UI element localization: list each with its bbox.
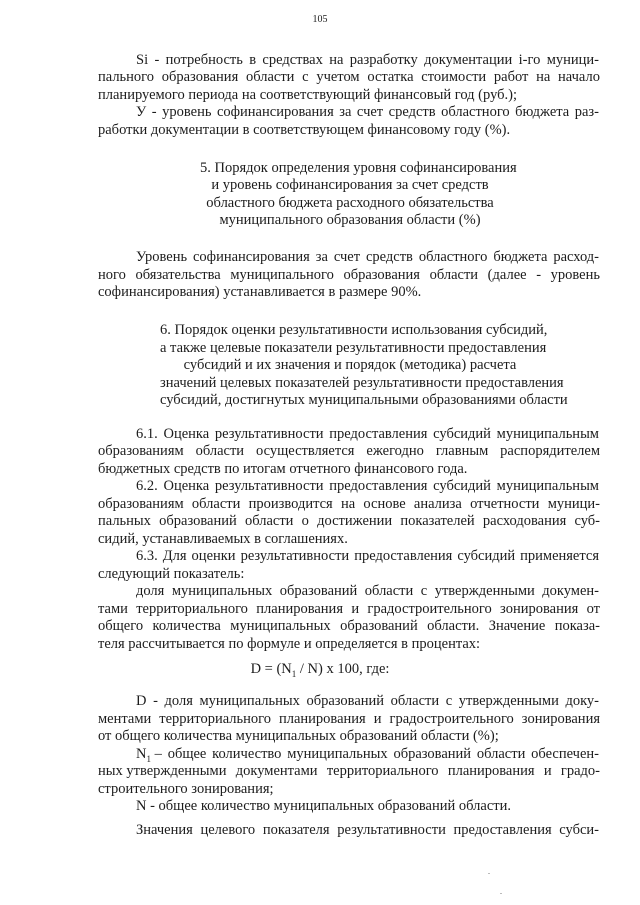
text-line: бюджетных средств по итогам отчетного финансового года.: [98, 461, 468, 477]
heading-line: субсидий и их значения и порядок (методика) расчета: [183, 357, 517, 373]
heading-line: муниципального образования области (%): [219, 212, 481, 228]
text-line: работки документации в соответствующем финансовому году (%).: [98, 122, 511, 138]
text-line: Si - потребность в средствах на разработку документации i-го муници-: [136, 52, 599, 68]
text-line: тами территориального планирования и градостроительного зонирования от: [98, 601, 600, 617]
text-line: образованиям области осуществляется ежегодно главным распорядителем: [98, 443, 600, 459]
text-line: утвержденными документами территориального планирования и градо-: [126, 763, 600, 779]
scan-speck: [488, 873, 490, 874]
text-line: 6.2. Оценка результативности предоставления субсидий муниципальным: [136, 478, 599, 494]
text-line: от общего количества муниципальных образований области (%);: [98, 728, 499, 744]
heading-line: и уровень софинансирования за счет средств: [211, 177, 489, 193]
text-line: – общее количество муниципальных образований области обеспечен-: [154, 746, 599, 762]
formula-suffix: / N) x 100, где:: [296, 661, 390, 677]
scan-speck: [500, 893, 502, 894]
heading-line: значений целевых показателей результативности предоставления: [160, 375, 564, 391]
text-line: планируемого периода на соответствующий финансовый год (руб.);: [98, 87, 517, 103]
text-line: Уровень софинансирования за счет средств областного бюджета расход-: [136, 249, 599, 265]
text-prefix: ных: [98, 763, 123, 779]
heading-line: а также целевые показатели результативности предоставления: [160, 340, 547, 356]
text-line: ментами территориального планирования и градостроительного зонирования: [98, 711, 600, 727]
formula-subscript: 1: [291, 668, 297, 679]
text-line: следующий показатель:: [98, 566, 245, 582]
heading-line: 5. Порядок определения уровня софинансирования: [200, 160, 517, 176]
text-line: софинансирования) устанавливается в размере 90%.: [98, 284, 422, 300]
text-line-with-prefix: [98, 763, 600, 780]
formula: [0, 661, 640, 683]
text-line: Значения целевого показателя результативности предоставления субси-: [136, 822, 599, 838]
text-line: N - общее количество муниципальных образований области.: [136, 798, 511, 814]
page-number: 105: [312, 14, 328, 25]
text-line: образованиям области производится на основе анализа отчетности муници-: [98, 496, 600, 512]
text-line: ного обязательства муниципального образования области (далее - уровень: [98, 267, 600, 283]
text-line: теля рассчитывается по формуле и определяется в процентах:: [98, 636, 481, 652]
text-line: строительного зонирования;: [98, 781, 274, 797]
n1-symbol: $N_1$: [136, 746, 151, 764]
text-line: 6.1. Оценка результативности предоставления субсидий муниципальным: [136, 426, 599, 442]
formula-prefix: D = (N: [250, 661, 292, 677]
text-line: У - уровень софинансирования за счет средств областного бюджета раз-: [136, 104, 599, 120]
heading-line: субсидий, достигнутых муниципальными образованиями области: [160, 392, 568, 408]
text-line: сидий, устанавливаемых в соглашениях.: [98, 531, 348, 547]
text-line: 6.3. Для оценки результативности предоставления субсидий применяется: [136, 548, 599, 564]
heading-line: областного бюджета расходного обязательства: [206, 195, 494, 211]
text-line: пального образования области с учетом остатка стоимости работ на начало: [98, 69, 600, 85]
text-line: пальных образований области о достижении показателей расходования суб-: [98, 513, 600, 529]
text-line: D - доля муниципальных образований области с утвержденными доку-: [136, 693, 599, 709]
text-line: общего количества муниципальных образований области. Значение показа-: [98, 618, 600, 634]
heading-line: 6. Порядок оценки результативности использования субсидий,: [160, 322, 548, 338]
text-line: доля муниципальных образований области с утвержденными докумен-: [136, 583, 599, 599]
